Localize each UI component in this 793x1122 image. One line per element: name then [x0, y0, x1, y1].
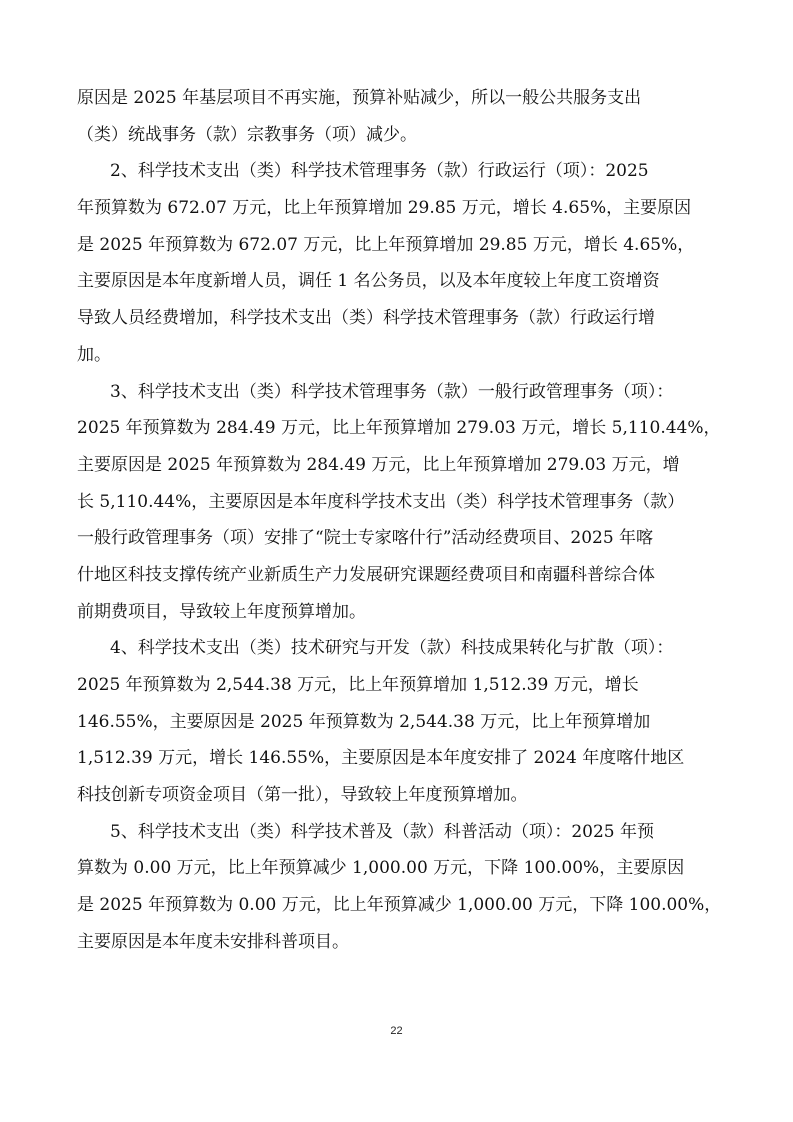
text-line: 2、科学技术支出（类）科学技术管理事务（款）行政运行（项）：2025	[110, 161, 649, 182]
text-line: 5、科学技术支出（类）科学技术普及（款）科普活动（项）：2025 年预	[110, 821, 654, 842]
text-line: 算数为 0.00 万元，比上年预算减少 1,000.00 万元，下降 100.00%，主要原因	[77, 858, 685, 879]
page-number: 22	[390, 1025, 403, 1037]
text-line: 4、科学技术支出（类）技术研究与开发（款）科技成果转化与扩散（项）：	[110, 638, 674, 659]
text-line: 主要原因是本年度新增人员，调任 1 名公务员，以及本年度较上年度工资增资	[77, 271, 660, 292]
text-line: 146.55%，主要原因是 2025 年预算数为 2,544.38 万元，比上年预算增加	[77, 711, 651, 732]
text-line: 长 5,110.44%，主要原因是本年度科学技术支出（类）科学技术管理事务（款）	[77, 491, 685, 512]
text-line: 前期费项目，导致较上年度预算增加。	[77, 601, 366, 622]
text-line: 是 2025 年预算数为 0.00 万元，比上年预算减少 1,000.00 万元，下降 100.00%，	[77, 895, 722, 916]
text-line: 主要原因是 2025 年预算数为 284.49 万元，比上年预算增加 279.03 万元，增	[77, 454, 680, 475]
body-text	[77, 80, 725, 961]
text-line: 科技创新专项资金项目（第一批），导致较上年度预算增加。	[77, 785, 528, 806]
text-line: 导致人员经费增加，科学技术支出（类）科学技术管理事务（款）行政运行增	[77, 308, 655, 329]
text-line: 年预算数为 672.07 万元，比上年预算增加 29.85 万元，增长 4.65%，主要原因	[77, 198, 692, 219]
text-line: 加。	[77, 344, 111, 365]
text-line: 原因是 2025 年基层项目不再实施，预算补贴减少，所以一般公共服务支出	[77, 88, 642, 108]
text-line: （类）统战事务（款）宗教事务（项）减少。	[77, 124, 417, 145]
text-line: 是 2025 年预算数为 672.07 万元，比上年预算增加 29.85 万元，增长 4.65%，	[77, 234, 695, 255]
text-line: 什地区科技支撑传统产业新质生产力发展研究课题经费项目和南疆科普综合体	[77, 564, 655, 585]
text-line: 主要原因是本年度未安排科普项目。	[77, 931, 349, 952]
text-line: 2025 年预算数为 284.49 万元，比上年预算增加 279.03 万元，增长 5,110.44%，	[77, 418, 721, 439]
text-line: 3、科学技术支出（类）科学技术管理事务（款）一般行政管理事务（项）：	[110, 381, 674, 402]
text-line: 2025 年预算数为 2,544.38 万元，比上年预算增加 1,512.39 万元，增长	[77, 675, 639, 695]
text-line: 1,512.39 万元，增长 146.55%，主要原因是本年度安排了 2024 年度喀什地区	[77, 748, 685, 769]
text-line: 一般行政管理事务（项）安排了“院士专家喀什行”活动经费项目、2025 年喀	[77, 528, 654, 549]
